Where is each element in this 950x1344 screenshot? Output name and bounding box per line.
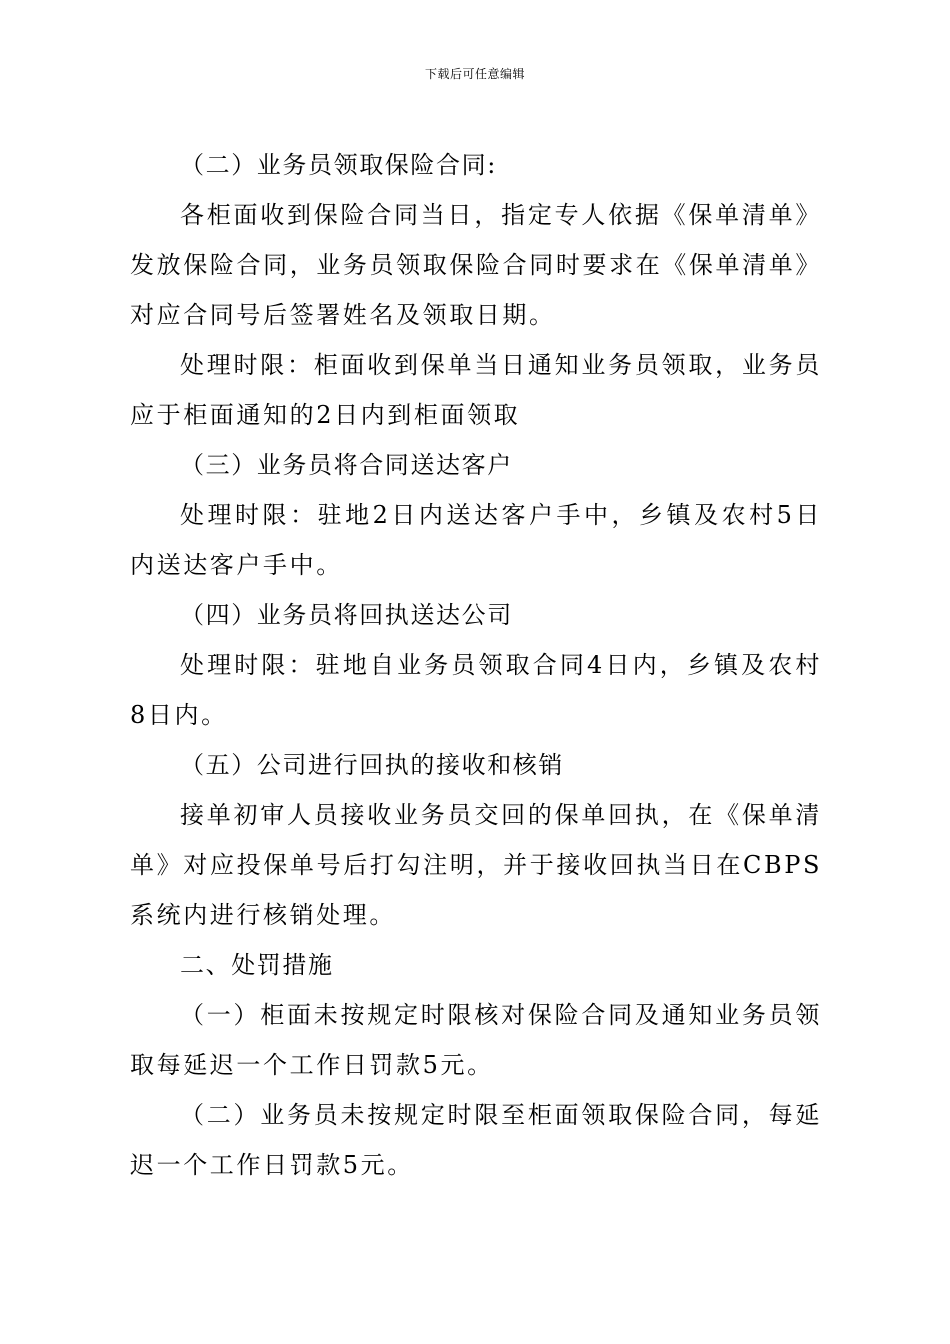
section-heading-receipt-verification: （五）公司进行回执的接收和核销 xyxy=(180,751,564,779)
section-heading-receive-contract: （二）业务员领取保险合同: xyxy=(180,151,497,179)
paragraph-distribution-procedure: 各柜面收到保险合同当日，指定专人依据《保单清单》发放保险合同，业务员领取保险合同时要求在《保单清单》对应合同号后签署姓名及领取日期。 xyxy=(130,201,822,329)
paragraph-verification-procedure: 接单初审人员接收业务员交回的保单回执，在《保单清单》对应投保单号后打勾注明，并于接收回执当日在CBPS系统内进行核销处理。 xyxy=(130,801,822,929)
paragraph-counter-time-limit: 处理时限：柜面收到保单当日通知业务员领取，业务员应于柜面通知的2日内到柜面领取 xyxy=(130,351,822,429)
section-heading-penalties: 二、处罚措施 xyxy=(180,951,334,979)
paragraph-agent-penalty: （二）业务员未按规定时限至柜面领取保险合同，每延迟一个工作日罚款5元。 xyxy=(130,1101,822,1179)
paragraph-delivery-time-limit: 处理时限：驻地2日内送达客户手中，乡镇及农村5日内送达客户手中。 xyxy=(130,501,822,579)
paragraph-counter-penalty: （一）柜面未按规定时限核对保险合同及通知业务员领取每延迟一个工作日罚款5元。 xyxy=(130,1001,822,1079)
document-body xyxy=(130,140,822,1190)
section-heading-deliver-to-customer: （三）业务员将合同送达客户 xyxy=(180,451,513,479)
section-heading-return-receipt: （四）业务员将回执送达公司 xyxy=(180,601,513,629)
page-header: 下载后可任意编辑 xyxy=(424,67,525,81)
paragraph-receipt-time-limit: 处理时限：驻地自业务员领取合同4日内，乡镇及农村8日内。 xyxy=(130,651,822,729)
